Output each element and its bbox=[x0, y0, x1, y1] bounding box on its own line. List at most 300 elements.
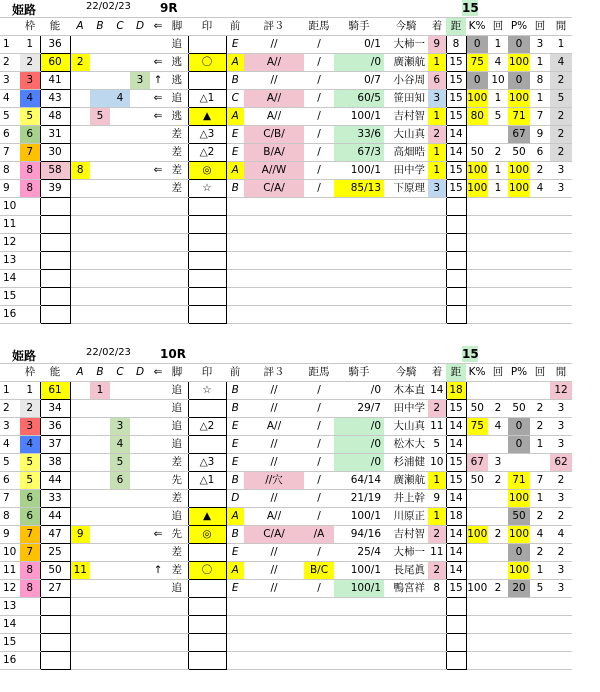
cell-waku: 4 bbox=[20, 436, 40, 454]
col-header-style: 脚 bbox=[166, 18, 188, 36]
cell-a bbox=[70, 270, 90, 288]
cell-style: 逃 bbox=[166, 108, 188, 126]
cell-d bbox=[130, 508, 150, 526]
cell-a bbox=[70, 288, 90, 306]
cell-b bbox=[90, 616, 110, 634]
cell-interval: 3 bbox=[550, 180, 572, 198]
cell-a bbox=[70, 144, 90, 162]
cell-jockey: 高畑晧 bbox=[384, 144, 428, 162]
col-header-eval: 評３ bbox=[244, 18, 304, 36]
cell-k-count bbox=[488, 234, 508, 252]
cell-eval: // bbox=[244, 382, 304, 400]
cell-ability bbox=[40, 234, 70, 252]
cell-mark: △3 bbox=[188, 126, 226, 144]
cell-eval: // bbox=[244, 490, 304, 508]
distance-badge: 15 bbox=[462, 347, 479, 361]
cell-dist-horse bbox=[304, 288, 334, 306]
col-header-dist-horse: 距馬 bbox=[304, 18, 334, 36]
cell-dist: 14 bbox=[446, 544, 466, 562]
cell-interval: 5 bbox=[550, 90, 572, 108]
cell-c bbox=[110, 562, 130, 580]
cell-jockey-rate: 0/7 bbox=[334, 72, 384, 90]
cell-a bbox=[70, 108, 90, 126]
cell-row-no: 11 bbox=[0, 216, 20, 234]
cell-c bbox=[110, 54, 130, 72]
table-row bbox=[0, 216, 572, 234]
cell-eval: // bbox=[244, 580, 304, 598]
cell-p-count bbox=[530, 288, 550, 306]
cell-jockey: 鴨宮祥 bbox=[384, 580, 428, 598]
cell-a bbox=[70, 36, 90, 54]
cell-b bbox=[90, 436, 110, 454]
cell-dist bbox=[446, 216, 466, 234]
cell-style: 差 bbox=[166, 162, 188, 180]
cell-arrow: ⇐ bbox=[150, 162, 166, 180]
cell-eval: // bbox=[244, 454, 304, 472]
cell-c bbox=[110, 598, 130, 616]
col-header-mark: 印 bbox=[188, 18, 226, 36]
col-header-b: B bbox=[90, 364, 110, 382]
cell-zen: E bbox=[226, 144, 244, 162]
cell-row-no: 15 bbox=[0, 288, 20, 306]
cell-waku bbox=[20, 234, 40, 252]
cell-dist-horse bbox=[304, 616, 334, 634]
cell-mark bbox=[188, 580, 226, 598]
cell-p-count bbox=[530, 634, 550, 652]
cell-zen: E bbox=[226, 580, 244, 598]
cell-row-no: 5 bbox=[0, 454, 20, 472]
cell-k-count bbox=[488, 598, 508, 616]
cell-b bbox=[90, 490, 110, 508]
cell-waku: 8 bbox=[20, 562, 40, 580]
cell-d bbox=[130, 544, 150, 562]
cell-b bbox=[90, 198, 110, 216]
cell-b bbox=[90, 144, 110, 162]
cell-ability: 58 bbox=[40, 162, 70, 180]
cell-finish: 1 bbox=[428, 108, 446, 126]
cell-d bbox=[130, 126, 150, 144]
race-table bbox=[0, 17, 572, 324]
cell-waku: 5 bbox=[20, 472, 40, 490]
cell-eval: A// bbox=[244, 90, 304, 108]
cell-row-no: 2 bbox=[0, 54, 20, 72]
cell-row-no: 7 bbox=[0, 144, 20, 162]
cell-arrow bbox=[150, 490, 166, 508]
cell-ability: 39 bbox=[40, 180, 70, 198]
table-row bbox=[0, 144, 572, 162]
cell-row-no: 12 bbox=[0, 580, 20, 598]
cell-a bbox=[70, 400, 90, 418]
cell-b bbox=[90, 180, 110, 198]
table-row bbox=[0, 54, 572, 72]
cell-style: 差 bbox=[166, 544, 188, 562]
cell-k-pct: 100 bbox=[466, 180, 488, 198]
venue: 姫路 bbox=[12, 3, 37, 17]
table-row bbox=[0, 490, 572, 508]
cell-p-pct: 67 bbox=[508, 126, 530, 144]
cell-zen: E bbox=[226, 436, 244, 454]
cell-finish: 2 bbox=[428, 400, 446, 418]
cell-dist bbox=[446, 634, 466, 652]
cell-b bbox=[90, 270, 110, 288]
cell-mark: △2 bbox=[188, 418, 226, 436]
cell-mark: △1 bbox=[188, 90, 226, 108]
cell-jockey bbox=[384, 234, 428, 252]
cell-finish bbox=[428, 288, 446, 306]
cell-interval: 3 bbox=[550, 418, 572, 436]
cell-interval bbox=[550, 288, 572, 306]
cell-mark bbox=[188, 544, 226, 562]
cell-dist-horse: / bbox=[304, 90, 334, 108]
cell-dist-horse: B/C bbox=[304, 562, 334, 580]
cell-jockey: 大柿一 bbox=[384, 544, 428, 562]
cell-arrow bbox=[150, 288, 166, 306]
cell-p-count: 4 bbox=[530, 180, 550, 198]
cell-waku bbox=[20, 634, 40, 652]
cell-dist: 15 bbox=[446, 162, 466, 180]
cell-jockey: 小谷周 bbox=[384, 72, 428, 90]
cell-jockey-rate: 29/7 bbox=[334, 400, 384, 418]
cell-zen: B bbox=[226, 180, 244, 198]
cell-jockey-rate bbox=[334, 216, 384, 234]
cell-k-count: 5 bbox=[488, 108, 508, 126]
col-header-dist-horse: 距馬 bbox=[304, 364, 334, 382]
cell-arrow bbox=[150, 144, 166, 162]
cell-row-no: 15 bbox=[0, 634, 20, 652]
cell-p-pct: 100 bbox=[508, 162, 530, 180]
cell-b bbox=[90, 544, 110, 562]
cell-interval bbox=[550, 198, 572, 216]
cell-jockey-rate: /0 bbox=[334, 382, 384, 400]
cell-dist-horse: / bbox=[304, 144, 334, 162]
cell-arrow bbox=[150, 252, 166, 270]
cell-d bbox=[130, 90, 150, 108]
cell-style: 差 bbox=[166, 126, 188, 144]
cell-zen: E bbox=[226, 418, 244, 436]
cell-c bbox=[110, 72, 130, 90]
cell-dist: 14 bbox=[446, 418, 466, 436]
cell-b: 1 bbox=[90, 382, 110, 400]
table-row bbox=[0, 234, 572, 252]
cell-interval bbox=[550, 234, 572, 252]
cell-style: 追 bbox=[166, 580, 188, 598]
cell-zen bbox=[226, 306, 244, 324]
table-row bbox=[0, 288, 572, 306]
cell-p-count bbox=[530, 270, 550, 288]
cell-p-count: 1 bbox=[530, 490, 550, 508]
cell-arrow bbox=[150, 198, 166, 216]
cell-arrow bbox=[150, 616, 166, 634]
cell-a bbox=[70, 472, 90, 490]
cell-k-count: 2 bbox=[488, 526, 508, 544]
cell-style bbox=[166, 652, 188, 670]
cell-a bbox=[70, 634, 90, 652]
cell-finish: 2 bbox=[428, 126, 446, 144]
cell-finish bbox=[428, 616, 446, 634]
cell-dist-horse: / bbox=[304, 54, 334, 72]
cell-k-pct bbox=[466, 252, 488, 270]
cell-interval: 4 bbox=[550, 526, 572, 544]
cell-interval bbox=[550, 652, 572, 670]
cell-mark: 〇 bbox=[188, 54, 226, 72]
cell-ability: 36 bbox=[40, 36, 70, 54]
table-row bbox=[0, 126, 572, 144]
cell-a bbox=[70, 234, 90, 252]
cell-c bbox=[110, 526, 130, 544]
cell-jockey-rate: /0 bbox=[334, 54, 384, 72]
cell-ability: 30 bbox=[40, 144, 70, 162]
cell-b bbox=[90, 36, 110, 54]
table-row bbox=[0, 108, 572, 126]
cell-p-count bbox=[530, 382, 550, 400]
cell-k-pct bbox=[466, 562, 488, 580]
cell-jockey-rate: 60/5 bbox=[334, 90, 384, 108]
cell-ability: 25 bbox=[40, 544, 70, 562]
cell-finish bbox=[428, 216, 446, 234]
cell-ability bbox=[40, 634, 70, 652]
cell-k-count bbox=[488, 616, 508, 634]
cell-k-pct bbox=[466, 234, 488, 252]
cell-p-count: 2 bbox=[530, 418, 550, 436]
cell-mark: △3 bbox=[188, 454, 226, 472]
cell-p-pct: 71 bbox=[508, 472, 530, 490]
col-header-a: A bbox=[70, 364, 90, 382]
cell-mark: ◎ bbox=[188, 162, 226, 180]
col-header-jockey: 今騎 bbox=[384, 18, 428, 36]
cell-jockey: 田中学 bbox=[384, 162, 428, 180]
header-row bbox=[0, 18, 572, 36]
cell-eval bbox=[244, 652, 304, 670]
cell-jockey-rate: 25/4 bbox=[334, 544, 384, 562]
col-header-finish: 着 bbox=[428, 18, 446, 36]
col-header-mark: 印 bbox=[188, 364, 226, 382]
cell-d bbox=[130, 54, 150, 72]
cell-c bbox=[110, 252, 130, 270]
cell-finish bbox=[428, 306, 446, 324]
cell-row-no: 1 bbox=[0, 382, 20, 400]
cell-k-pct bbox=[466, 634, 488, 652]
race-9r bbox=[0, 0, 600, 320]
cell-c bbox=[110, 126, 130, 144]
race-header bbox=[0, 0, 600, 17]
col-header-k-count: 回 bbox=[488, 18, 508, 36]
col-header-jockey-rate: 騎手 bbox=[334, 364, 384, 382]
cell-p-pct: 0 bbox=[508, 436, 530, 454]
cell-c: 4 bbox=[110, 436, 130, 454]
cell-b bbox=[90, 54, 110, 72]
cell-p-pct bbox=[508, 288, 530, 306]
cell-interval bbox=[550, 598, 572, 616]
cell-k-count bbox=[488, 270, 508, 288]
cell-interval: 3 bbox=[550, 400, 572, 418]
cell-p-count: 1 bbox=[530, 436, 550, 454]
cell-dist: 14 bbox=[446, 144, 466, 162]
cell-dist-horse bbox=[304, 634, 334, 652]
cell-mark: ▲ bbox=[188, 508, 226, 526]
cell-mark: ◎ bbox=[188, 526, 226, 544]
cell-k-pct bbox=[466, 198, 488, 216]
cell-p-count: 2 bbox=[530, 544, 550, 562]
cell-zen: E bbox=[226, 544, 244, 562]
cell-d bbox=[130, 454, 150, 472]
cell-b bbox=[90, 162, 110, 180]
cell-jockey-rate: 100/1 bbox=[334, 580, 384, 598]
cell-style bbox=[166, 252, 188, 270]
table-row bbox=[0, 90, 572, 108]
cell-eval: A//W bbox=[244, 162, 304, 180]
cell-a bbox=[70, 598, 90, 616]
cell-eval bbox=[244, 616, 304, 634]
cell-d bbox=[130, 162, 150, 180]
cell-p-pct bbox=[508, 270, 530, 288]
col-header-style: 脚 bbox=[166, 364, 188, 382]
cell-b bbox=[90, 562, 110, 580]
cell-dist bbox=[446, 234, 466, 252]
cell-ability: 38 bbox=[40, 454, 70, 472]
cell-jockey bbox=[384, 634, 428, 652]
cell-eval: C/A/ bbox=[244, 180, 304, 198]
col-header-c: C bbox=[110, 364, 130, 382]
cell-c bbox=[110, 306, 130, 324]
cell-a bbox=[70, 126, 90, 144]
cell-jockey: 廣瀬航 bbox=[384, 472, 428, 490]
cell-mark bbox=[188, 616, 226, 634]
cell-p-pct bbox=[508, 382, 530, 400]
cell-arrow bbox=[150, 544, 166, 562]
cell-dist-horse: / bbox=[304, 72, 334, 90]
cell-ability: 50 bbox=[40, 562, 70, 580]
cell-eval bbox=[244, 306, 304, 324]
cell-waku bbox=[20, 270, 40, 288]
table-row bbox=[0, 472, 572, 490]
cell-d bbox=[130, 198, 150, 216]
cell-c bbox=[110, 180, 130, 198]
cell-zen: A bbox=[226, 562, 244, 580]
cell-b bbox=[90, 72, 110, 90]
cell-jockey-rate: 33/6 bbox=[334, 126, 384, 144]
cell-dist-horse: / bbox=[304, 544, 334, 562]
cell-jockey bbox=[384, 306, 428, 324]
cell-interval bbox=[550, 634, 572, 652]
cell-c bbox=[110, 198, 130, 216]
cell-p-pct: 0 bbox=[508, 36, 530, 54]
cell-dist: 15 bbox=[446, 454, 466, 472]
cell-k-count bbox=[488, 490, 508, 508]
col-header-ability: 能 bbox=[40, 18, 70, 36]
cell-jockey-rate: 100/1 bbox=[334, 562, 384, 580]
cell-mark bbox=[188, 234, 226, 252]
cell-k-pct bbox=[466, 382, 488, 400]
cell-k-count bbox=[488, 252, 508, 270]
cell-mark bbox=[188, 198, 226, 216]
cell-d bbox=[130, 216, 150, 234]
cell-c bbox=[110, 108, 130, 126]
cell-jockey: 杉浦健 bbox=[384, 454, 428, 472]
cell-p-count bbox=[530, 234, 550, 252]
cell-jockey: 廣瀬航 bbox=[384, 54, 428, 72]
cell-mark: △1 bbox=[188, 472, 226, 490]
cell-k-count bbox=[488, 508, 508, 526]
cell-waku: 3 bbox=[20, 72, 40, 90]
col-header-waku: 枠 bbox=[20, 18, 40, 36]
cell-mark: ☆ bbox=[188, 382, 226, 400]
cell-interval bbox=[550, 616, 572, 634]
cell-eval bbox=[244, 598, 304, 616]
cell-waku bbox=[20, 216, 40, 234]
cell-dist: 14 bbox=[446, 126, 466, 144]
cell-d bbox=[130, 252, 150, 270]
cell-ability bbox=[40, 306, 70, 324]
cell-jockey bbox=[384, 598, 428, 616]
cell-finish: 9 bbox=[428, 36, 446, 54]
table-row bbox=[0, 508, 572, 526]
cell-row-no: 6 bbox=[0, 472, 20, 490]
cell-p-pct: 100 bbox=[508, 562, 530, 580]
cell-row-no: 6 bbox=[0, 126, 20, 144]
cell-zen bbox=[226, 634, 244, 652]
cell-dist: 14 bbox=[446, 526, 466, 544]
cell-p-count: 7 bbox=[530, 108, 550, 126]
col-header-b: B bbox=[90, 18, 110, 36]
cell-mark bbox=[188, 306, 226, 324]
cell-p-count bbox=[530, 306, 550, 324]
cell-p-pct: 100 bbox=[508, 90, 530, 108]
cell-d bbox=[130, 36, 150, 54]
cell-ability bbox=[40, 598, 70, 616]
cell-d bbox=[130, 418, 150, 436]
cell-p-count bbox=[530, 616, 550, 634]
cell-jockey: 田中学 bbox=[384, 400, 428, 418]
cell-c: 4 bbox=[110, 90, 130, 108]
cell-zen: B bbox=[226, 400, 244, 418]
cell-c bbox=[110, 216, 130, 234]
cell-arrow bbox=[150, 216, 166, 234]
cell-jockey-rate: /0 bbox=[334, 418, 384, 436]
cell-row-no: 14 bbox=[0, 270, 20, 288]
cell-dist bbox=[446, 288, 466, 306]
cell-interval: 3 bbox=[550, 162, 572, 180]
col-header-c: C bbox=[110, 18, 130, 36]
cell-row-no: 3 bbox=[0, 418, 20, 436]
cell-waku: 4 bbox=[20, 90, 40, 108]
col-header-jockey-rate: 騎手 bbox=[334, 18, 384, 36]
cell-ability: 43 bbox=[40, 90, 70, 108]
cell-arrow bbox=[150, 472, 166, 490]
cell-p-pct bbox=[508, 598, 530, 616]
cell-arrow bbox=[150, 270, 166, 288]
cell-jockey-rate bbox=[334, 252, 384, 270]
cell-mark: △2 bbox=[188, 144, 226, 162]
cell-dist bbox=[446, 652, 466, 670]
cell-zen: C bbox=[226, 90, 244, 108]
cell-mark bbox=[188, 490, 226, 508]
race-10r bbox=[0, 346, 600, 666]
cell-ability: 27 bbox=[40, 580, 70, 598]
cell-zen bbox=[226, 270, 244, 288]
cell-dist: 14 bbox=[446, 562, 466, 580]
col-header-row-no bbox=[0, 364, 20, 382]
cell-jockey: 大山真 bbox=[384, 418, 428, 436]
cell-c bbox=[110, 508, 130, 526]
table-row bbox=[0, 580, 572, 598]
cell-style: 差 bbox=[166, 454, 188, 472]
cell-p-pct: 0 bbox=[508, 544, 530, 562]
cell-jockey-rate: 100/1 bbox=[334, 108, 384, 126]
cell-waku bbox=[20, 252, 40, 270]
cell-d bbox=[130, 234, 150, 252]
cell-dist: 15 bbox=[446, 180, 466, 198]
cell-p-count: 1 bbox=[530, 90, 550, 108]
